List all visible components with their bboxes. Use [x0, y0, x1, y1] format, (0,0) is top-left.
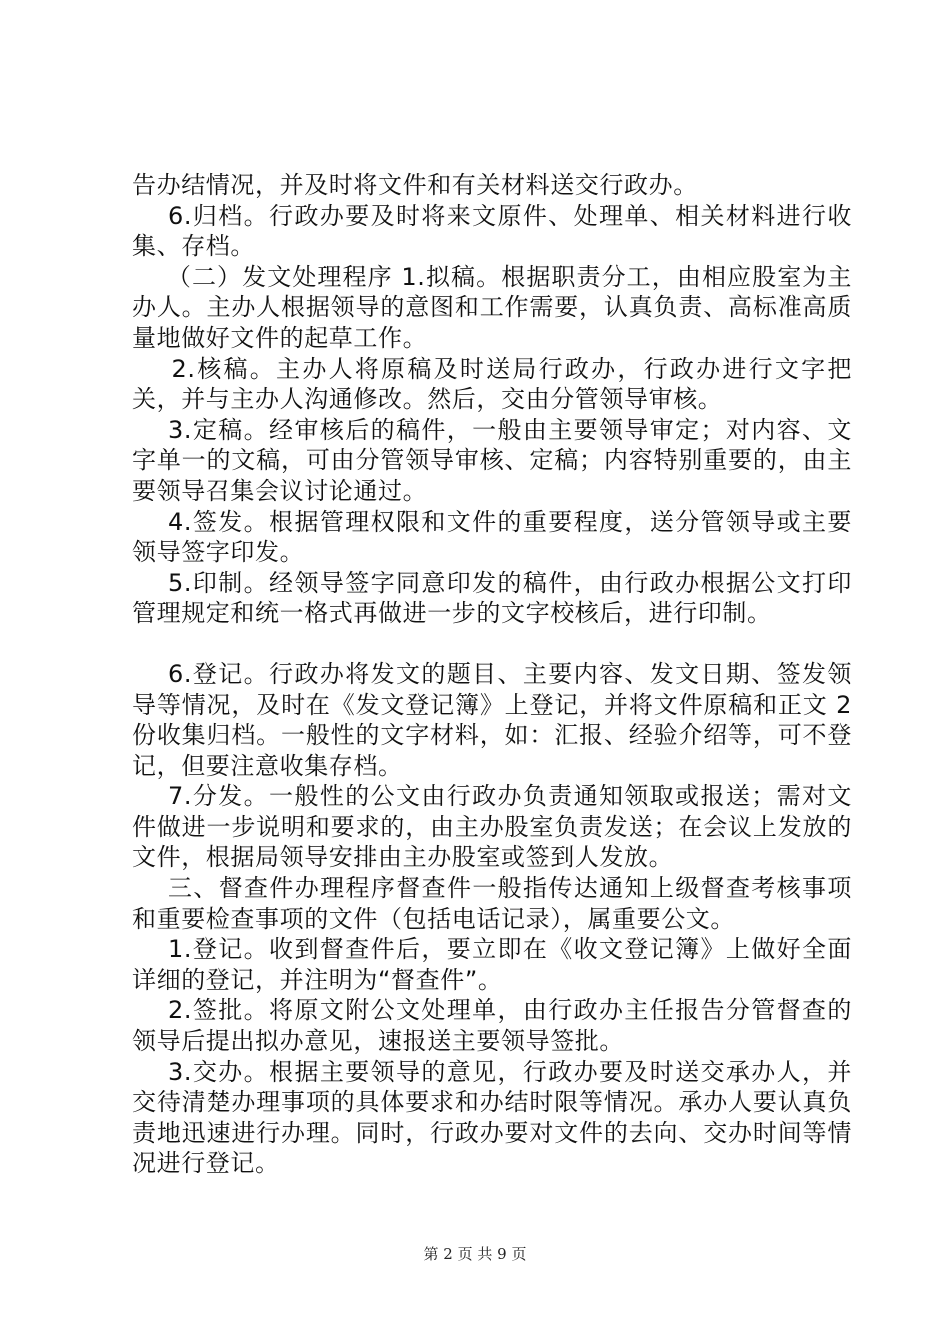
paragraph: 3.交办。根据主要领导的意见，行政办要及时送交承办人，并交待清楚办理事项的具体要求和办结时限等情况。承办人要认真负责地迅速进行办理。同时，行政办要对文件的去向、交办时间等情况进行登记。 — [132, 1057, 853, 1178]
paragraph: 5.印制。经领导签字同意印发的稿件，由行政办根据公文打印管理规定和统一格式再做进一步的文字校核后，进行印制。 — [132, 568, 853, 628]
document-body — [132, 170, 861, 1179]
paragraph: （二）发文处理程序 1.拟稿。根据职责分工，由相应股室为主办人。主办人根据领导的意图和工作需要，认真负责、高标准高质量地做好文件的起草工作。 — [132, 262, 852, 352]
paragraph: 2.签批。将原文附公文处理单，由行政办主任报告分管督查的领导后提出拟办意见，速报送主要领导签批。 — [132, 996, 853, 1056]
paragraph: 2.核稿。主办人将原稿及时送局行政办，行政办进行文字把关，并与主办人沟通修改。然后，交由分管领导审核。 — [132, 354, 852, 414]
paragraph: 三、督查件办理程序督查件一般指传达通知上级督查考核事项和重要检查事项的文件（包括电话记录），属重要公文。 — [132, 874, 852, 933]
paragraph: 3.定稿。经审核后的稿件，一般由主要领导审定；对内容、文字单一的文稿，可由分管领导审核、定稿；内容特别重要的，由主要领导召集会议讨论通过。 — [132, 415, 853, 505]
paragraph: 6.登记。行政办将发文的题目、主要内容、发文日期、签发领导等情况，及时在《发文登记簿》上登记，并将文件原稿和正文 2 份收集归档。一般性的文字材料，如：汇报、经验介绍等，可不登记，但要注意收集存档。 — [132, 659, 861, 780]
paragraph: 告办结情况，并及时将文件和有关材料送交行政办。 — [132, 171, 698, 199]
page-number-footer: 第 2 页 共 9 页 — [423, 1245, 527, 1263]
paragraph: 6.归档。行政办要及时将来文原件、处理单、相关材料进行收集、存档。 — [132, 201, 853, 261]
paragraph: 4.签发。根据管理权限和文件的重要程度，送分管领导或主要领导签字印发。 — [132, 507, 853, 567]
paragraph: 1.登记。收到督查件后，要立即在《收文登记簿》上做好全面详细的登记，并注明为“督查件”。 — [132, 935, 853, 994]
paragraph: 7.分发。一般性的公文由行政办负责通知领取或报送；需对文件做进一步说明和要求的，由主办股室负责发送；在会议上发放的文件，根据局领导安排由主办股室或签到人发放。 — [132, 782, 853, 872]
paragraph-gap — [132, 629, 852, 659]
